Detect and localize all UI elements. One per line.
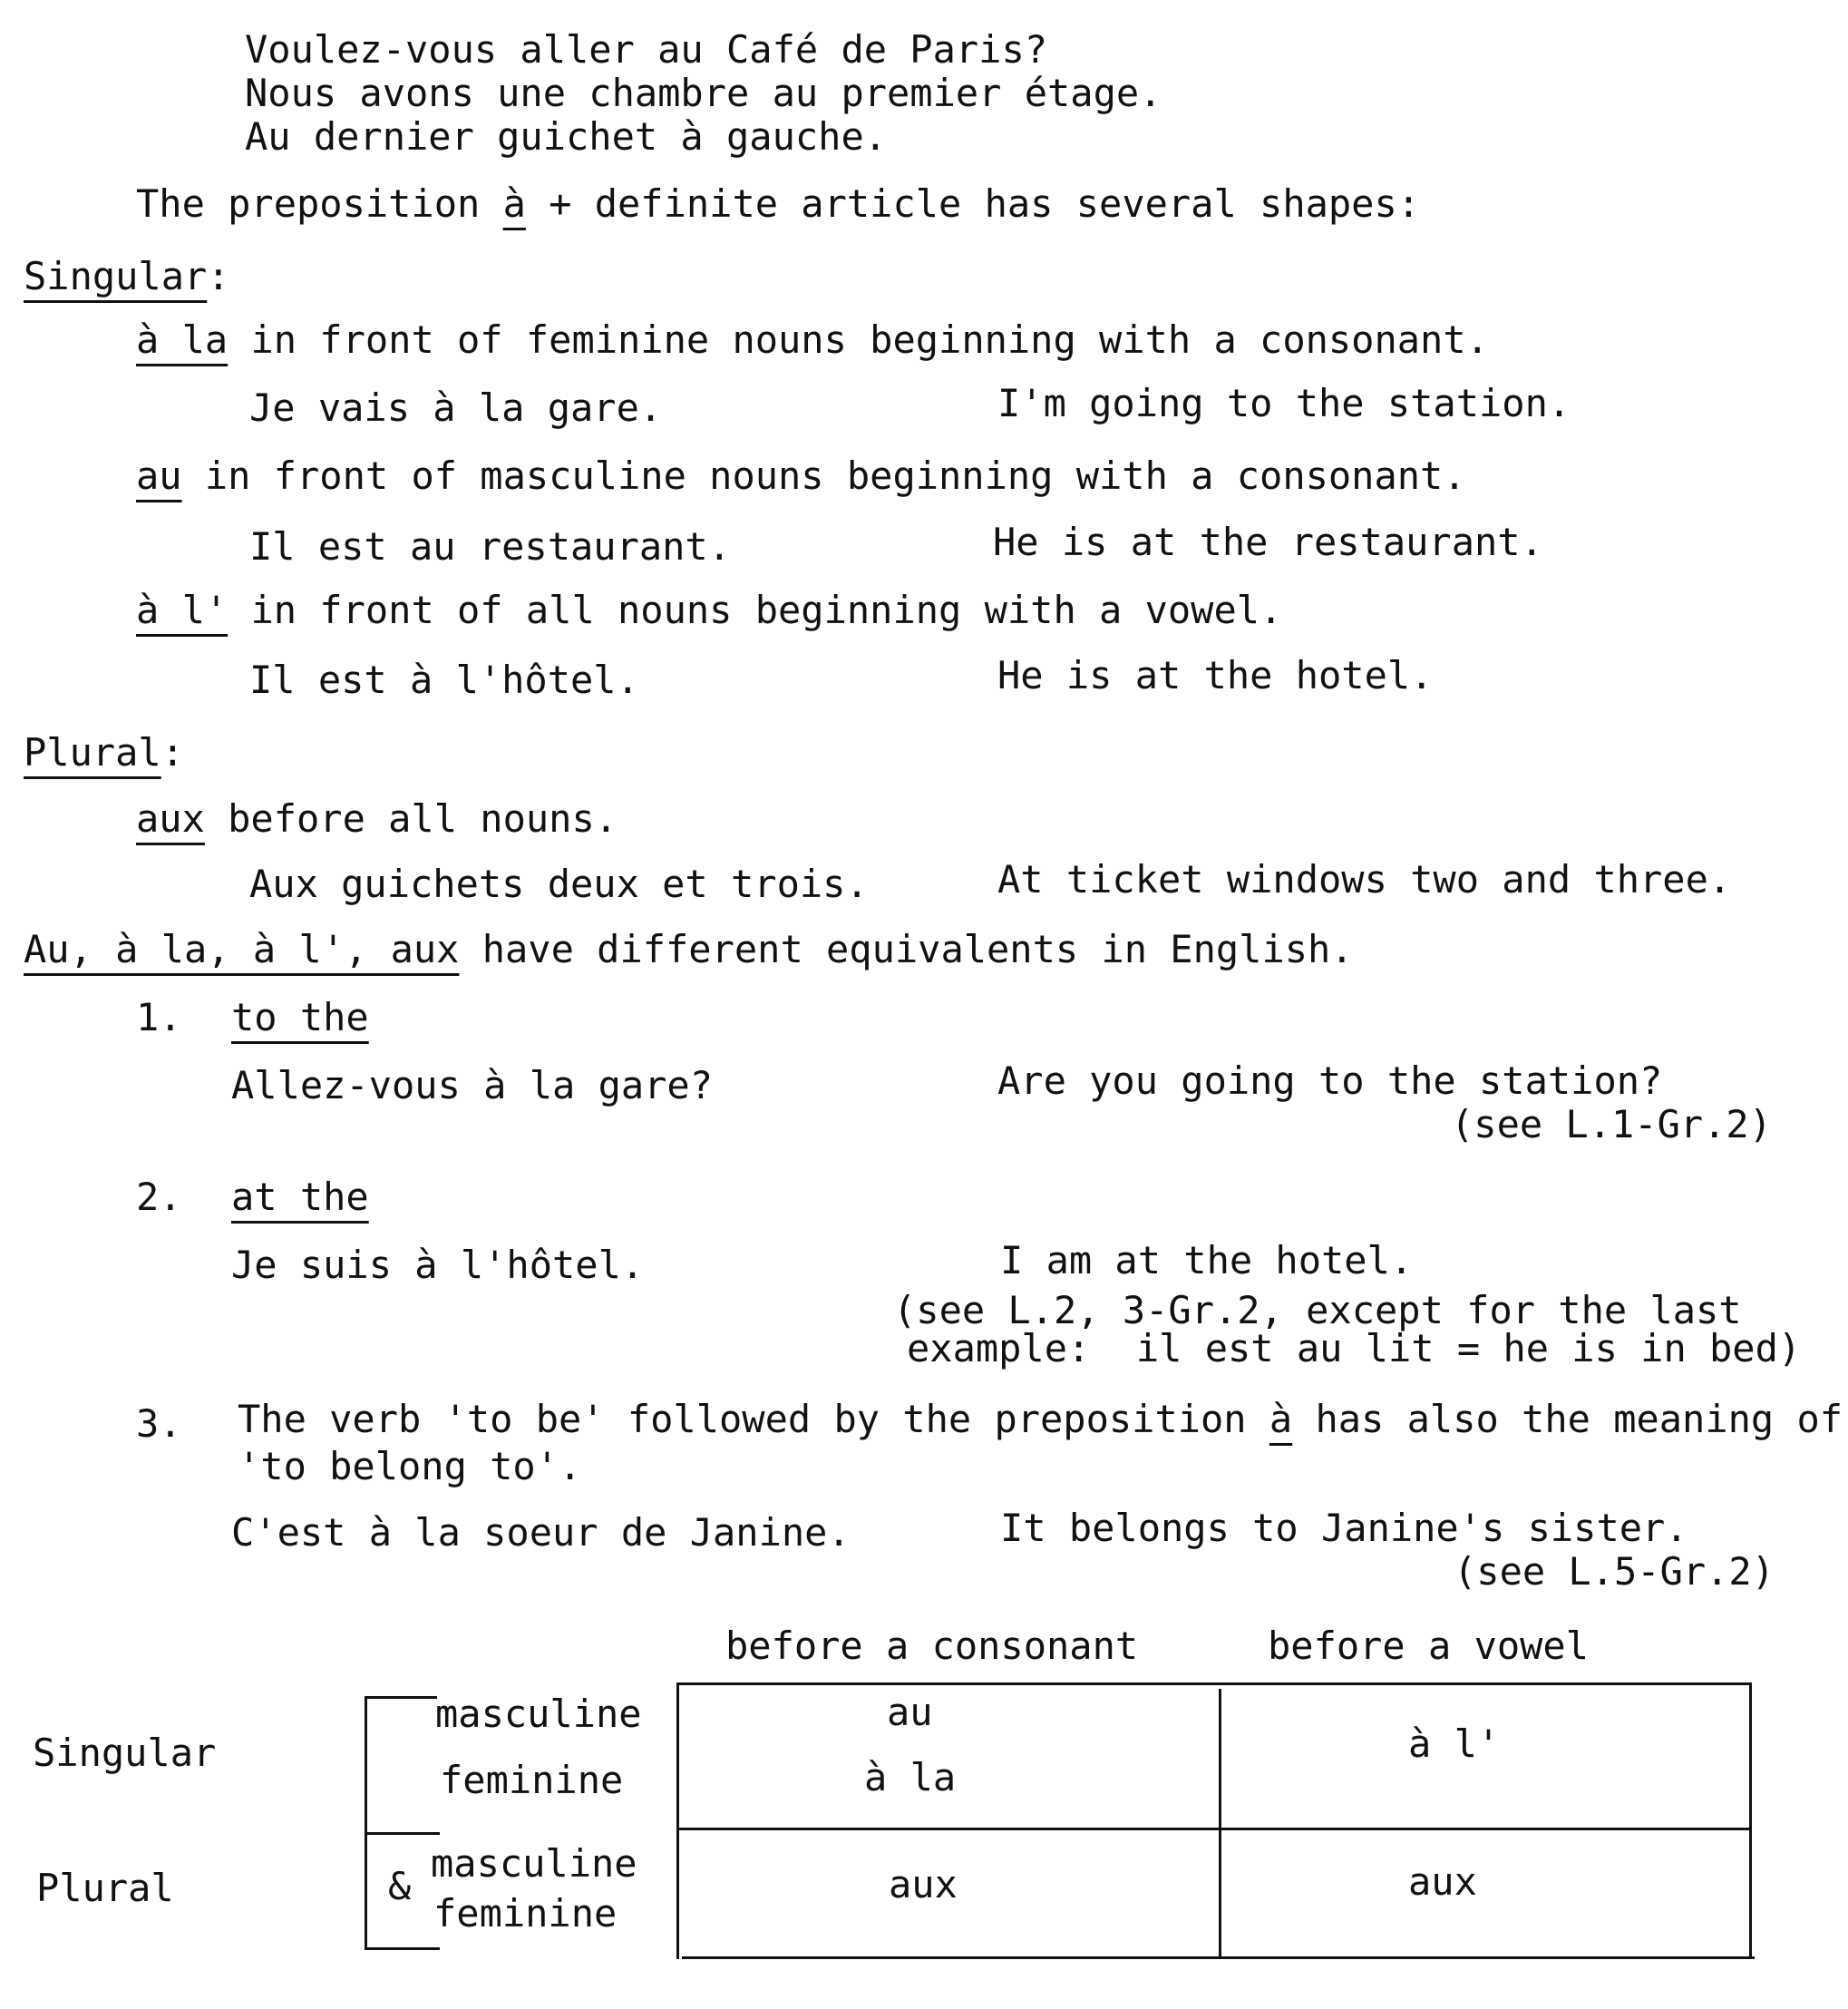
cell-sing-masc-consonant: au: [887, 1690, 933, 1734]
equiv-1-number: 1.: [136, 995, 182, 1039]
table-row-singular: Singular: [33, 1731, 217, 1775]
singular-rule-au: [136, 453, 1466, 499]
equiv-3-text-line2: 'to belong to'.: [238, 1444, 582, 1488]
form-a-l: à l': [136, 588, 229, 632]
table-row-plural: Plural: [36, 1866, 174, 1910]
example-en-au: He is at the restaurant.: [993, 520, 1543, 564]
equiv-3-text-after: has also the meaning of: [1292, 1397, 1843, 1441]
equiv-1-label: [231, 995, 369, 1040]
table-border-right: [1749, 1682, 1752, 1959]
table-col-header-consonant: before a consonant: [725, 1624, 1139, 1668]
equiv-1-reference: (see L.1-Gr.2): [1451, 1102, 1773, 1146]
bracket-top: [365, 1696, 437, 1699]
equiv-3-text-before: The verb 'to be' followed by the preposition: [238, 1397, 1269, 1441]
table-sing-masculine: masculine: [435, 1692, 642, 1736]
table-sing-feminine: feminine: [440, 1758, 624, 1802]
equiv-3-example-en: It belongs to Janine's sister.: [1000, 1506, 1688, 1550]
example-en-aux: At ticket windows two and three.: [997, 857, 1732, 902]
bracket-vertical: [365, 1696, 367, 1950]
equiv-3-number: 3.: [136, 1401, 182, 1446]
cell-sing-fem-consonant: à la: [864, 1755, 957, 1799]
bracket-bottom: [367, 1947, 440, 1950]
equivalents-heading-forms: Au, à la, à l', aux: [24, 927, 460, 971]
singular-rule-a-la: [136, 317, 1489, 363]
form-a-la-desc: in front of feminine nouns beginning with a consonant.: [228, 317, 1489, 362]
rule-intro-after: + definite article has several shapes:: [525, 181, 1421, 226]
form-a-la: à la: [136, 317, 229, 362]
form-a-l-desc: in front of all nouns beginning with a vowel.: [228, 588, 1283, 632]
example-fr-au: Il est au restaurant.: [249, 524, 732, 569]
equiv-2-label: [231, 1175, 369, 1220]
table-border-middle: [679, 1828, 1752, 1830]
table-border-left: [676, 1682, 679, 1959]
equiv-2-example-fr: Je suis à l'hôtel.: [231, 1243, 645, 1287]
equiv-1-example-fr: Allez-vous à la gare?: [231, 1063, 714, 1107]
cell-plural-consonant: aux: [889, 1862, 958, 1907]
equiv-3-text: [238, 1397, 1843, 1442]
table-border-top: [676, 1682, 1752, 1685]
equivalents-heading-rest: have different equivalents in English.: [459, 927, 1354, 971]
table-plural-feminine: feminine: [433, 1891, 618, 1936]
equiv-2-example-en: I am at the hotel.: [1000, 1238, 1414, 1282]
rule-intro-before: The preposition: [136, 181, 503, 226]
singular-heading-colon: :: [207, 254, 230, 298]
intro-example-3: Au dernier guichet à gauche.: [245, 114, 888, 159]
equiv-3-reference: (see L.5-Gr.2): [1454, 1549, 1775, 1594]
equiv-2-reference-line2: example: il est au lit = he is in bed): [907, 1326, 1802, 1370]
cell-sing-vowel: à l': [1408, 1721, 1501, 1766]
rule-intro-term: à: [502, 181, 526, 226]
example-en-a-l: He is at the hotel.: [997, 653, 1434, 697]
singular-heading-label: Singular: [24, 254, 208, 298]
example-fr-aux: Aux guichets deux et trois.: [249, 862, 869, 906]
intro-example-2: Nous avons une chambre au premier étage.: [245, 71, 1162, 115]
equiv-2-reference-line1: (see L.2, 3-Gr.2, except for the last: [893, 1288, 1742, 1332]
plural-heading-colon: :: [160, 730, 185, 775]
table-border-divider: [1219, 1689, 1221, 1959]
form-aux: aux: [136, 796, 205, 841]
plural-rule-aux: [136, 796, 618, 842]
singular-rule-a-l: [136, 588, 1282, 633]
equiv-3-example-fr: C'est à la soeur de Janine.: [231, 1510, 851, 1555]
form-aux-desc: before all nouns.: [204, 796, 618, 841]
table-plural-masculine: masculine: [431, 1841, 637, 1886]
cell-plural-vowel: aux: [1408, 1859, 1477, 1904]
table-col-header-vowel: before a vowel: [1268, 1624, 1590, 1668]
equiv-2-number: 2.: [136, 1175, 182, 1219]
equivalents-heading: [24, 927, 1354, 972]
equiv-1-example-en: Are you going to the station?: [997, 1058, 1663, 1103]
equiv-2-label-text: at the: [231, 1175, 369, 1219]
plural-heading-label: Plural: [24, 730, 161, 775]
plural-heading: [24, 730, 184, 775]
bracket-middle: [367, 1832, 440, 1835]
equiv-1-label-text: to the: [231, 995, 369, 1039]
example-fr-a-la: Je vais à la gare.: [249, 385, 663, 430]
form-au: au: [136, 453, 182, 498]
rule-intro: [136, 181, 1420, 227]
example-fr-a-l: Il est à l'hôtel.: [249, 658, 639, 702]
intro-example-1: Voulez-vous aller au Café de Paris?: [245, 27, 1048, 72]
equiv-3-term: à: [1269, 1397, 1293, 1441]
table-plural-ampersand: &: [388, 1864, 412, 1908]
form-au-desc: in front of masculine nouns beginning with a consonant.: [181, 453, 1466, 498]
singular-heading: [24, 254, 230, 299]
example-en-a-la: I'm going to the station.: [997, 381, 1571, 425]
